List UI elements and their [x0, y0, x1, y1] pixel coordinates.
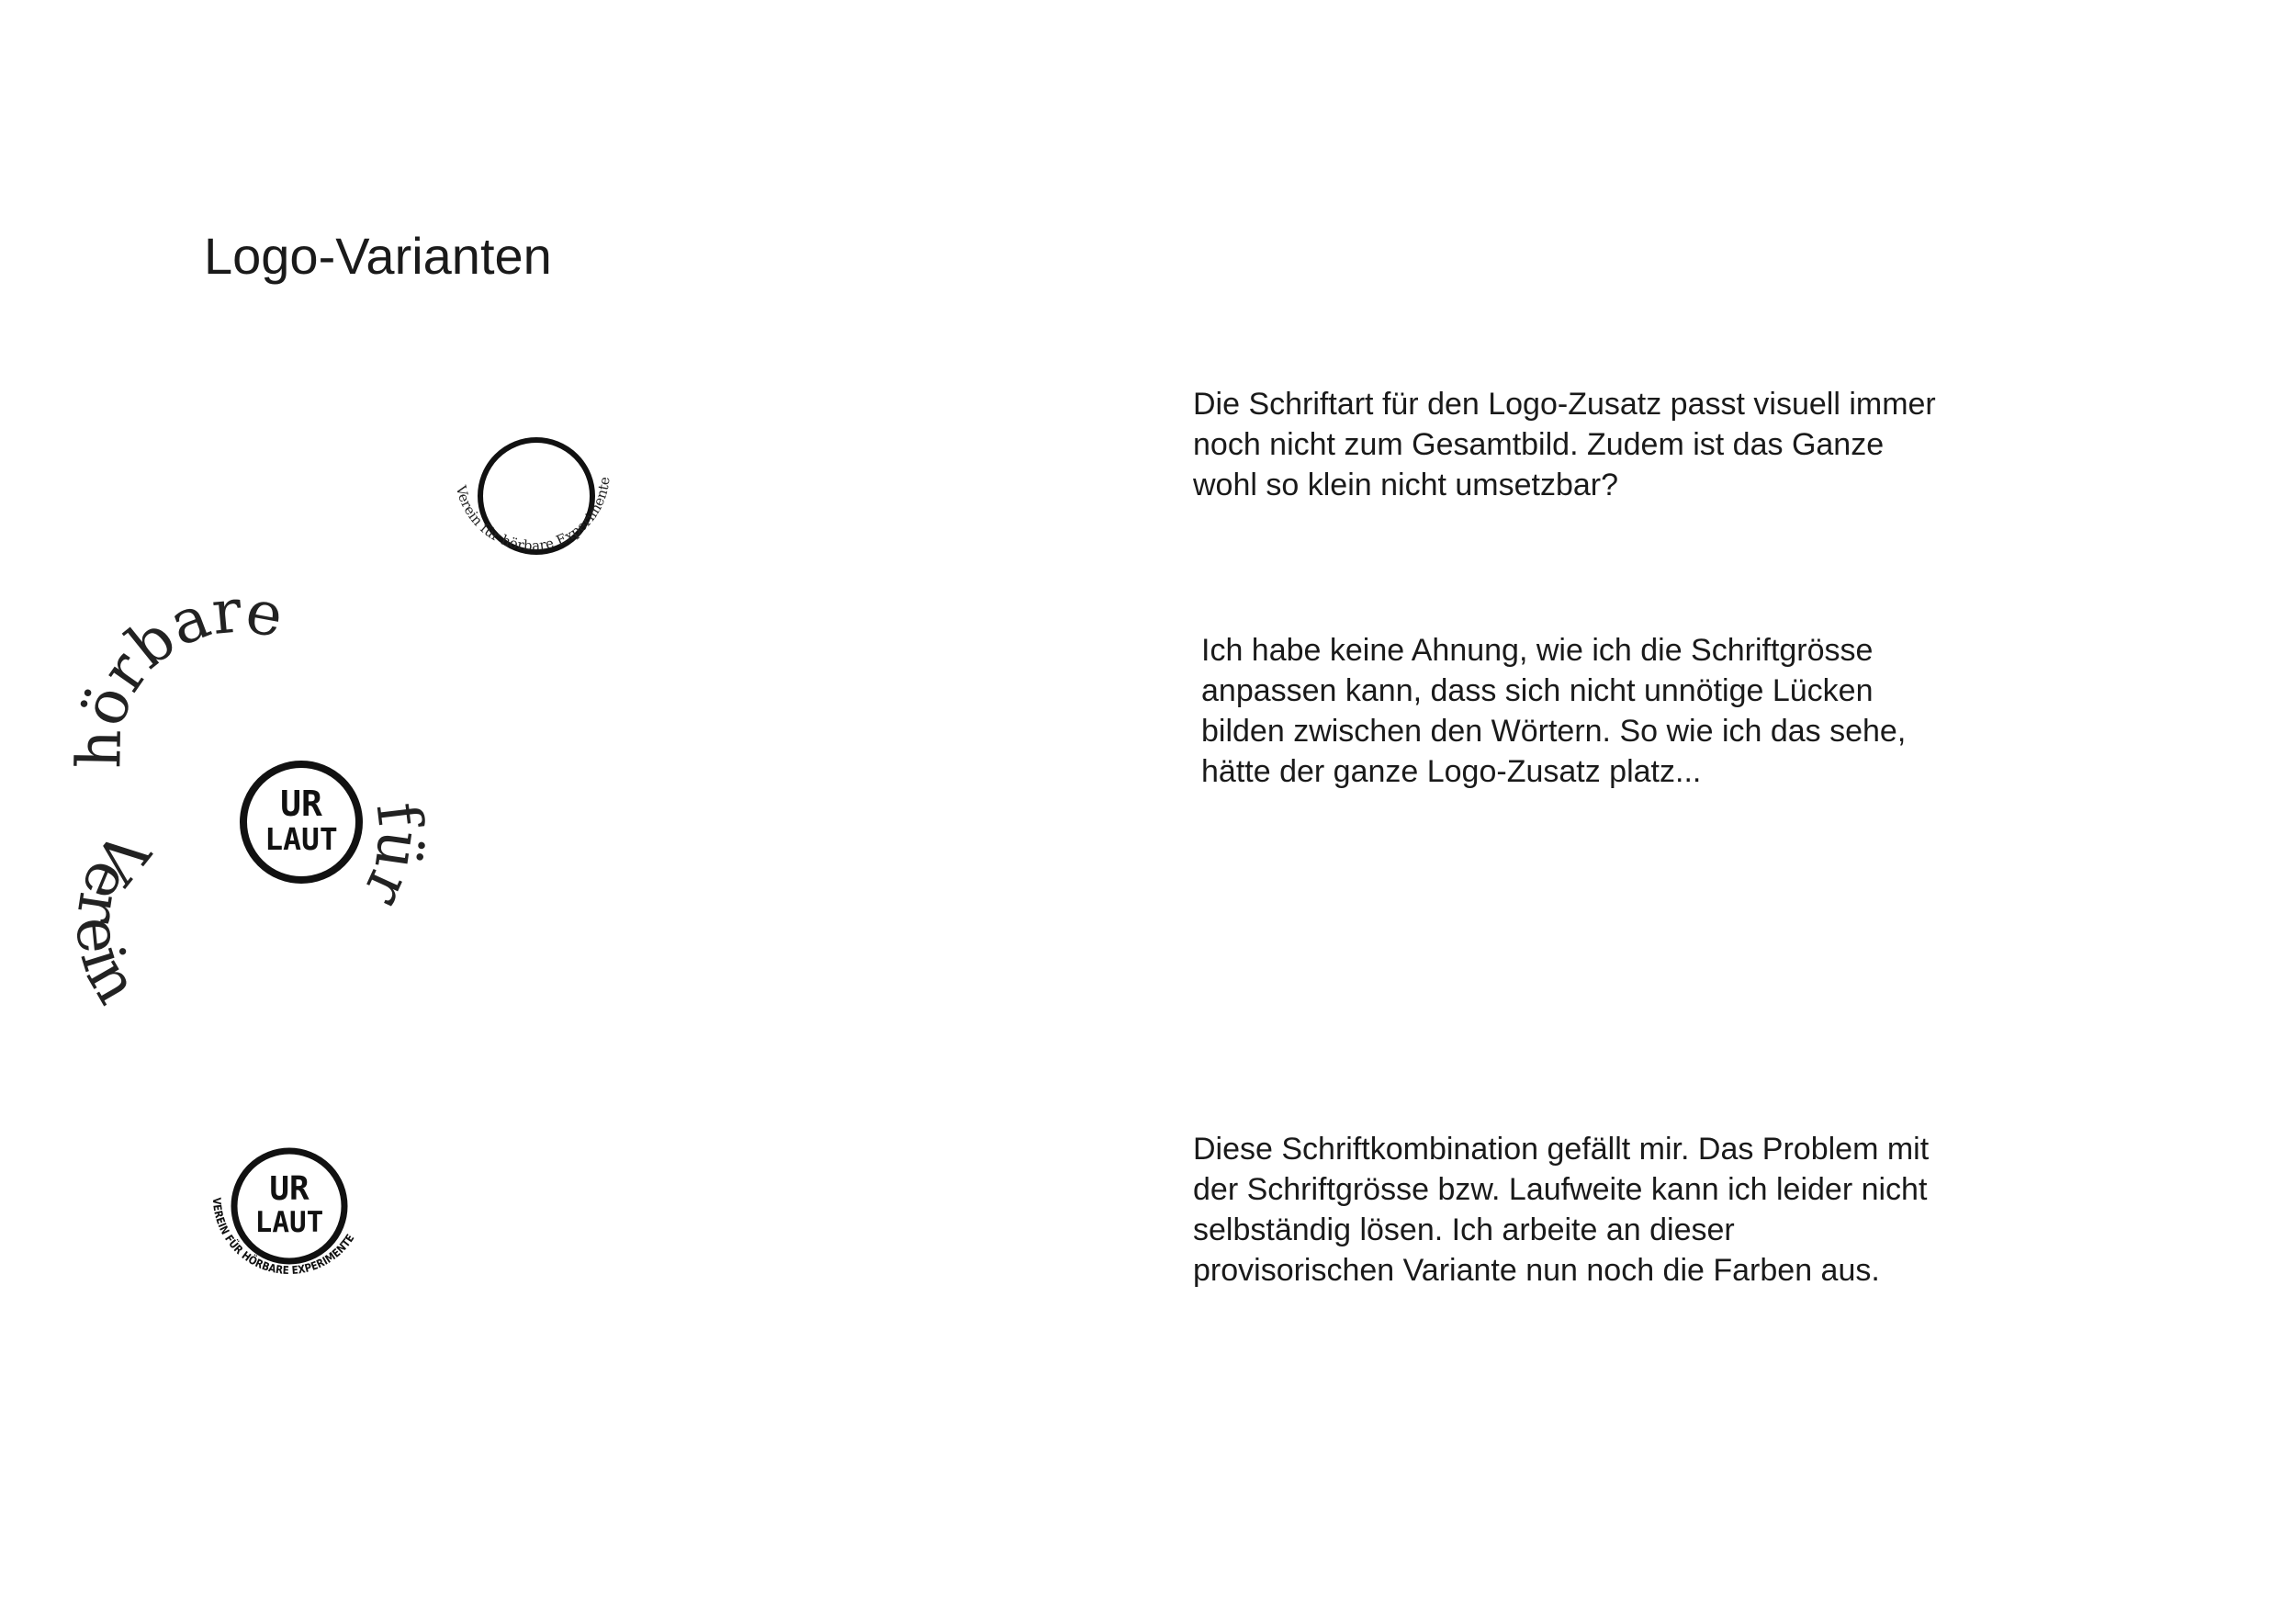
- arc-word-hoerbare: hörbare: [63, 575, 289, 770]
- note-line: hätte der ganze Logo-Zusatz platz...: [1201, 754, 1702, 789]
- arc-word-fuer: für: [349, 798, 436, 917]
- logo-variant-1: [437, 423, 639, 597]
- wordmark-line-2: LAUT: [264, 821, 338, 857]
- note-line: Diese Schriftkombination gefällt mir. Das Problem mit: [1193, 1132, 1930, 1167]
- wordmark-line-2: LAUT: [254, 1206, 324, 1239]
- logo-ring-text: Verein für hörbare Experimente: [452, 476, 613, 555]
- note-line: provisorischen Variante nun noch die Farben aus.: [1193, 1253, 1880, 1288]
- note-line: selbständig lösen. Ich arbeite an dieser: [1193, 1212, 1735, 1247]
- note-line: der Schriftgrösse bzw. Laufweite kann ich leider nicht: [1193, 1172, 1928, 1207]
- wordmark-line-1: UR: [280, 784, 322, 824]
- note-line: wohl so klein nicht umsetzbar?: [1193, 468, 1619, 502]
- page-title: Logo-Varianten: [204, 227, 552, 285]
- note-variant-1: [1193, 384, 1936, 505]
- note-line: anpassen kann, dass sich nicht unnötige Lücken: [1201, 673, 1874, 708]
- note-line: bilden zwischen den Wörtern. So wie ich das sehe,: [1201, 714, 1907, 749]
- note-line: Die Schriftart für den Logo-Zusatz passt visuell immer: [1193, 387, 1936, 422]
- note-variant-2: [1201, 630, 1906, 792]
- note-line: Ich habe keine Ahnung, wie ich die Schriftgrösse: [1201, 633, 1874, 668]
- logo-variant-3: [193, 1128, 386, 1303]
- logo-ring-text: VEREIN FÜR HÖRBARE EXPERIMENTE: [209, 1197, 358, 1278]
- logo-variant-2: [62, 575, 551, 1047]
- note-variant-3: [1193, 1129, 1929, 1291]
- arc-word-verein: Verein: [62, 818, 163, 1016]
- note-line: noch nicht zum Gesamtbild. Zudem ist das Ganze: [1193, 427, 1885, 462]
- wordmark-line-1: UR: [269, 1170, 310, 1208]
